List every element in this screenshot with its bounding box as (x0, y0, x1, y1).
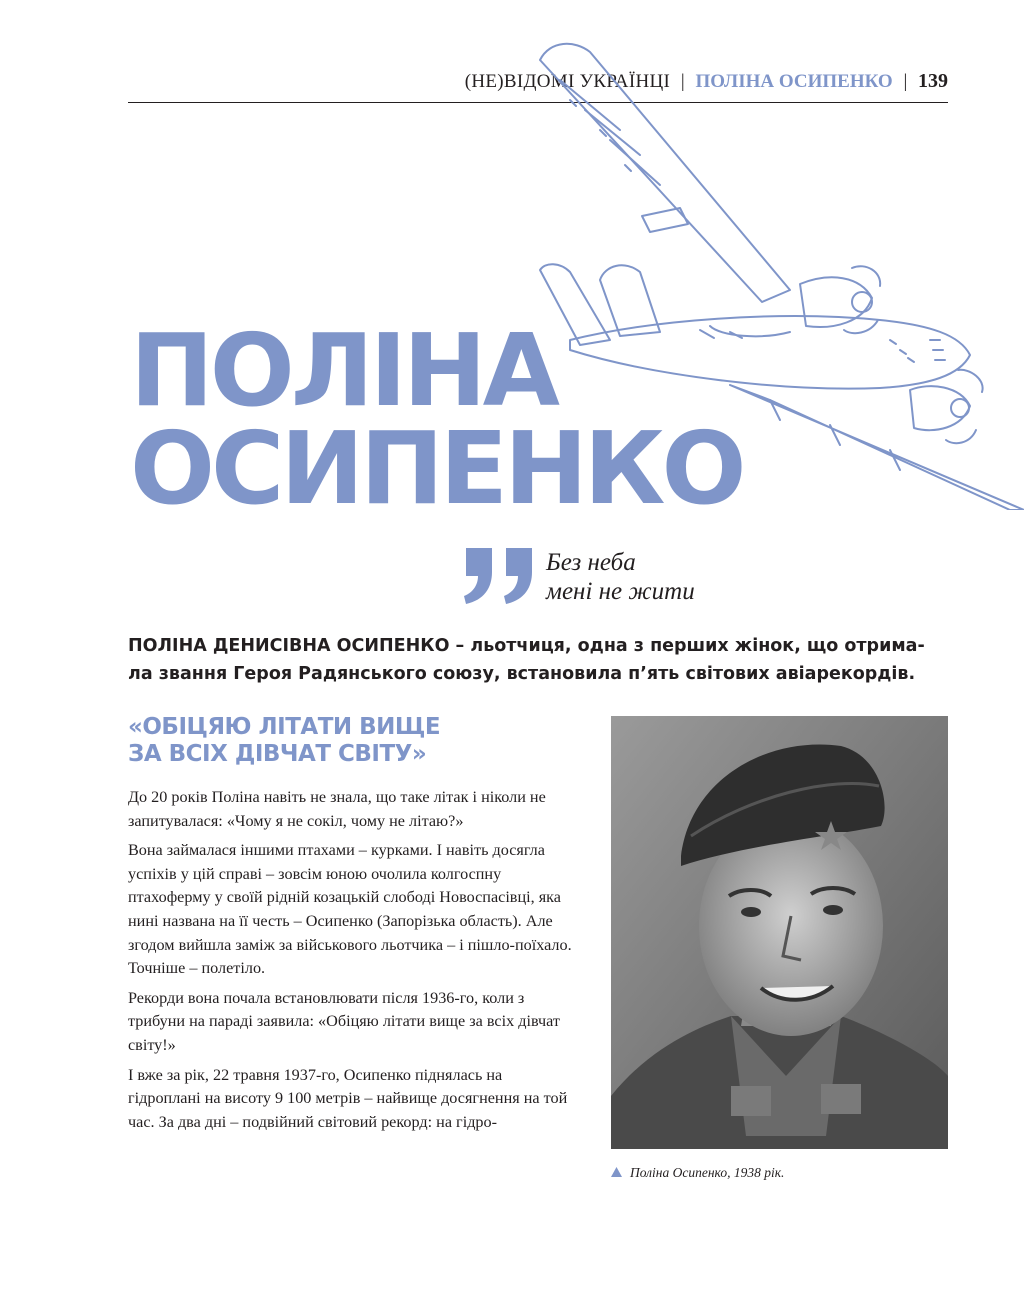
body-paragraph: Вона займалася іншими птахами – курками. І навіть досягла успіхів у цій справі – зовсім юною очолила колгоспну птахоферму у своїй рідній козацькій слободі Новоспасівці, яка нині названа на її честь – Осипенко (Запорізька область). Але згодом вийшла заміж за військового льотчика – і пішло-поїхало. Точніше – полетіло. (128, 841, 572, 978)
header-separator: | (903, 71, 908, 92)
header-chapter-name: ПОЛІНА ОСИПЕНКО (695, 71, 893, 92)
body-text (128, 786, 574, 1140)
page-number: 139 (918, 70, 948, 92)
epigraph-line-1: Без неба (546, 549, 636, 576)
body-paragraph: До 20 років Поліна навіть не знала, що таке літак і ніколи не запитувалася: «Чому я не сокіл, чому не літаю?» (128, 788, 546, 830)
section-heading-line-1: «ОБІЦЯЮ ЛІТАТИ ВИЩЕ (128, 714, 441, 740)
photo-caption (611, 1164, 948, 1182)
section-heading (128, 714, 588, 768)
header-separator: | (680, 71, 685, 92)
lead-paragraph (128, 632, 948, 688)
title-line-2: ОСИПЕНКО (130, 410, 743, 527)
portrait-drawing (611, 716, 948, 1149)
page-title (130, 312, 830, 527)
epigraph (546, 548, 846, 606)
section-heading-line-2: ЗА ВСІХ ДІВЧАТ СВІТУ» (128, 741, 427, 767)
title-line-1: ПОЛІНА (130, 312, 557, 429)
body-paragraph: Рекорди вона почала встановлювати після 1936-го, коли з трибуни на параді заявила: «Обіцяю літати вище за всіх дівчат світу!» (128, 988, 560, 1054)
quote-mark-icon (462, 548, 538, 604)
lead-text: – льотчиця, одна з перших жінок, що отрима-ла звання Героя Радянського союзу, встановила п’ять світових авіарекордів. (128, 636, 925, 684)
body-paragraph: І вже за рік, 22 травня 1937-го, Осипенко піднялась на гідроплані на висоту 9 100 метрів – найвище досягнення на той час. За два дні – подвійний світовий рекорд: на гідро- (128, 1065, 568, 1131)
lead-name: ПОЛІНА ДЕНИСІВНА ОСИПЕНКО (128, 636, 450, 656)
photo-caption-text: Поліна Осипенко, 1938 рік. (630, 1165, 785, 1180)
triangle-icon (611, 1164, 622, 1182)
header-series: (НЕ)ВІДОМІ УКРАЇНЦІ (464, 71, 671, 92)
portrait-photo (611, 716, 948, 1149)
epigraph-line-2: мені не жити (546, 578, 695, 605)
